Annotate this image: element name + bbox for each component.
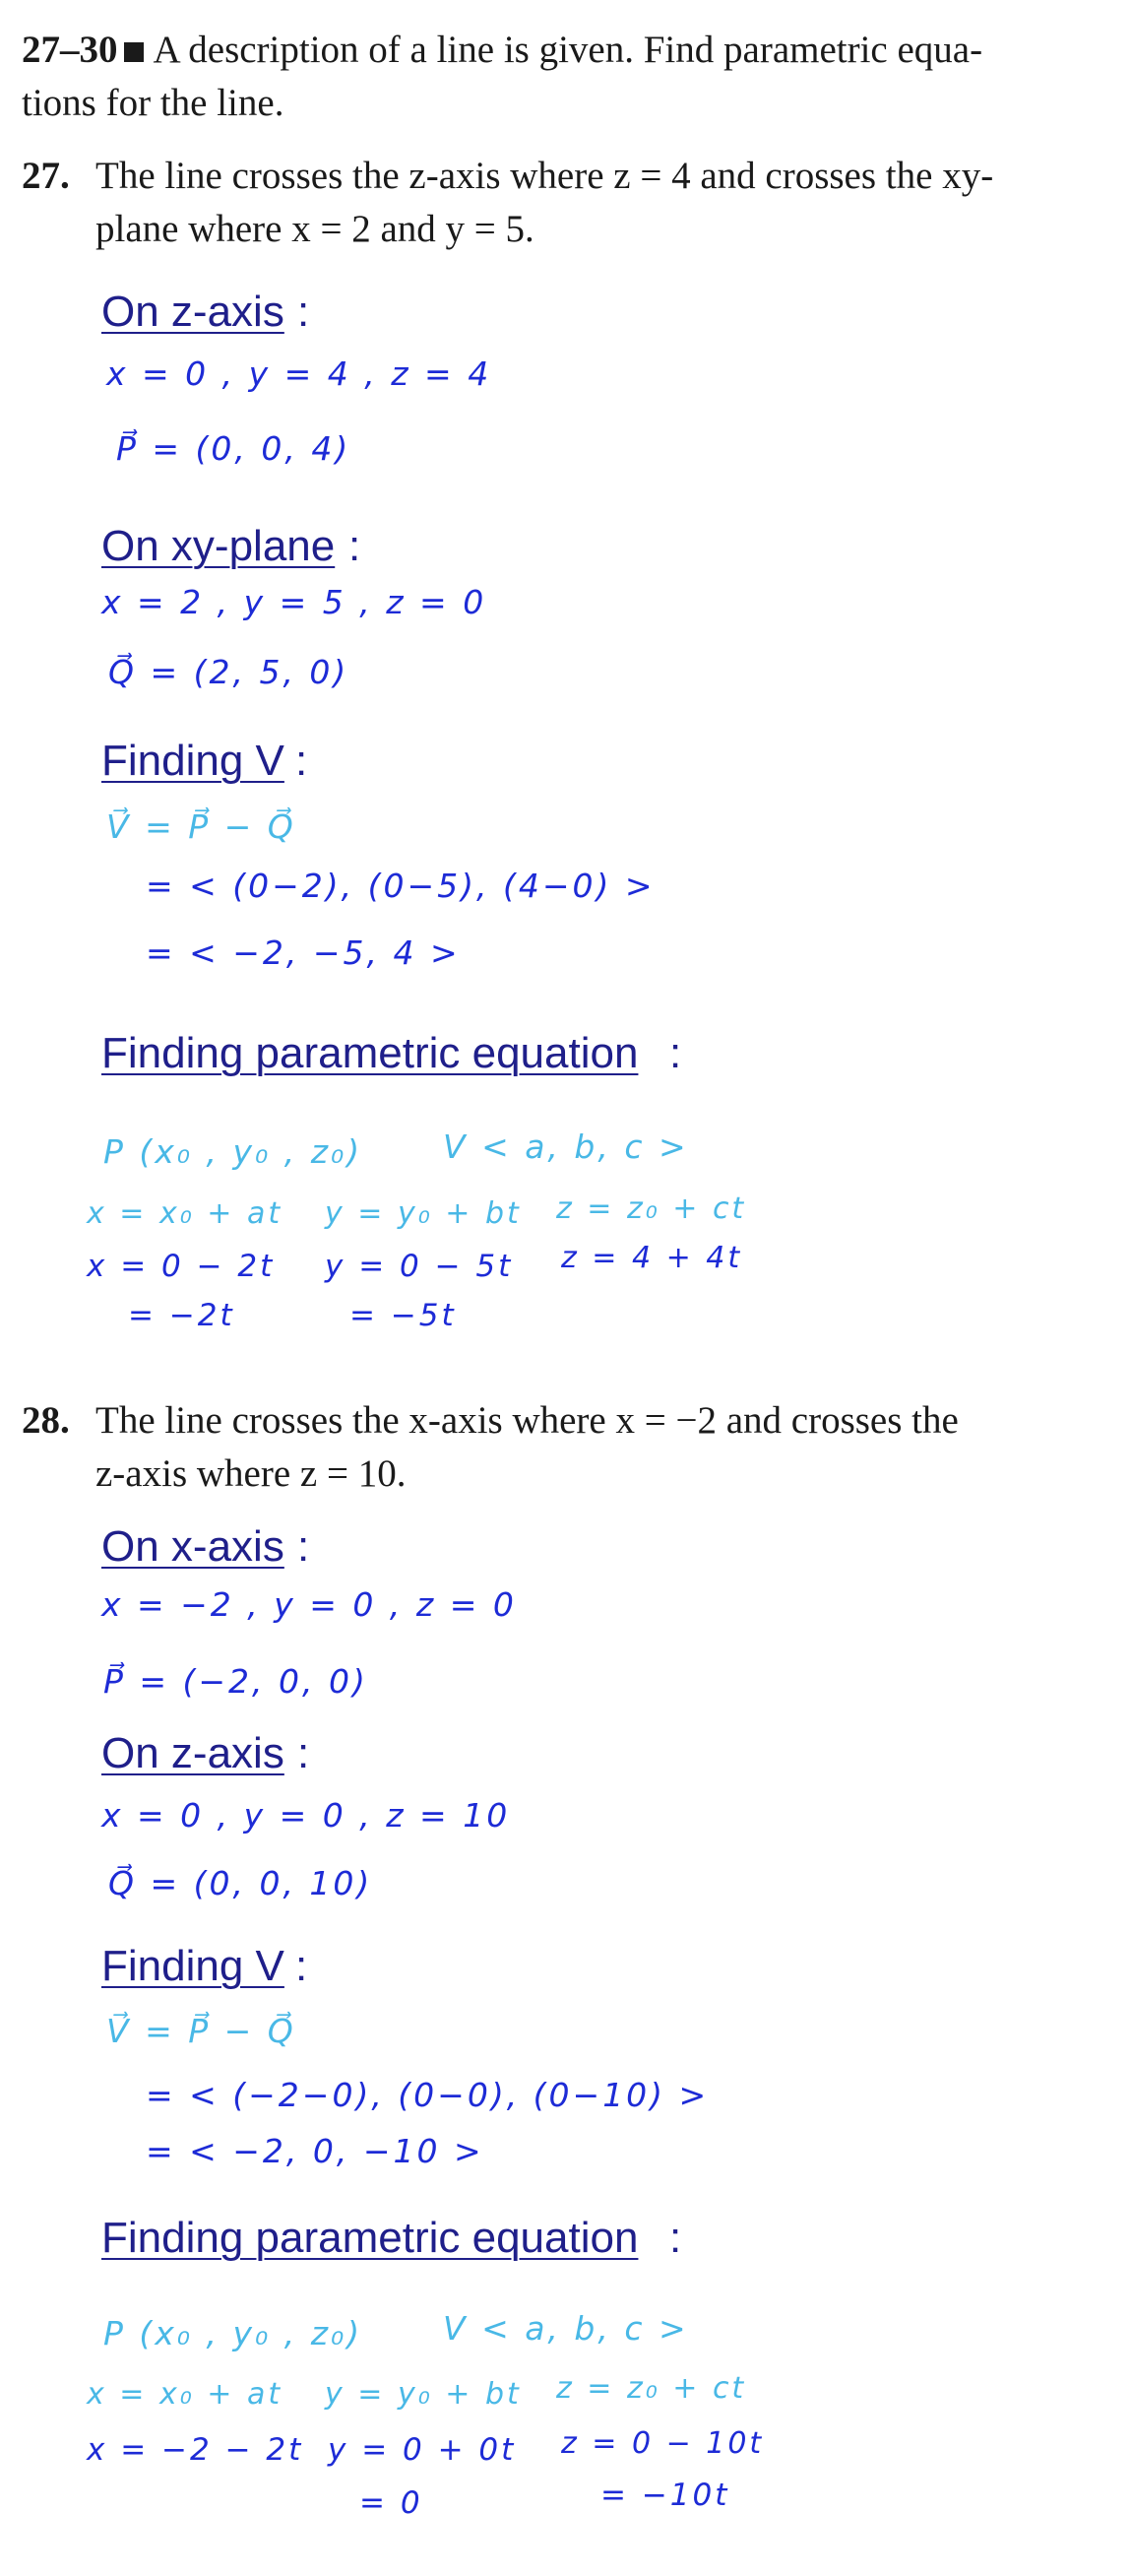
point-p: P⃗ = (0, 0, 4) (116, 429, 351, 468)
heading-colon: : (348, 522, 361, 570)
section-intro-line2: tions for the line. (22, 82, 284, 124)
point-p: P⃗ = (−2, 0, 0) (103, 1662, 368, 1701)
heading-colon: : (297, 1522, 310, 1571)
y-general-equation: y = y₀ + bt (325, 1196, 522, 1231)
problem-28-line2: z-axis where z = 10. (95, 1452, 407, 1495)
general-vector: V < a, b, c > (443, 1127, 689, 1166)
y-substituted: y = 0 + 0t (328, 2432, 517, 2468)
vector-v-step1: = < (0−2), (0−5), (4−0) > (146, 867, 656, 905)
vector-v-result: = < −2, 0, −10 > (146, 2132, 484, 2170)
problem-27-line1: The line crosses the z-axis where z = 4 and crosses the xy- (95, 155, 994, 197)
heading-on-z-axis: On z-axis (101, 288, 284, 336)
heading-on-xy-plane: On xy-plane (101, 522, 336, 570)
heading-colon: : (669, 2214, 682, 2262)
z-substituted: z = 0 − 10t (561, 2426, 765, 2461)
section-intro-text: A description of a line is given. Find parametric equa- (153, 29, 983, 71)
section-range: 27–30 (22, 29, 118, 71)
x-substituted: x = 0 − 2t (87, 1249, 276, 1284)
heading-on-x-axis: On x-axis (101, 1522, 284, 1571)
problem-28-line1: The line crosses the x-axis where x = −2 and crosses the (95, 1399, 959, 1442)
general-point: P (x₀ , y₀ , z₀) (103, 2314, 363, 2352)
problem-27-line2: plane where x = 2 and y = 5. (95, 208, 534, 250)
x-general-equation: x = x₀ + at (87, 1196, 283, 1231)
y-final: = 0 (359, 2485, 423, 2521)
x-substituted: x = −2 − 2t (87, 2432, 304, 2468)
heading-on-z-axis: On z-axis (101, 1729, 284, 1777)
vector-v-definition: V⃗ = P⃗ − Q⃗ (106, 807, 296, 846)
y-general-equation: y = y₀ + bt (325, 2377, 522, 2412)
vector-v-definition: V⃗ = P⃗ − Q⃗ (106, 2012, 296, 2050)
y-substituted: y = 0 − 5t (325, 1249, 514, 1284)
x-axis-coordinates: x = −2 , y = 0 , z = 0 (101, 1585, 517, 1624)
heading-finding-parametric-equation: Finding parametric equation (101, 1029, 639, 1077)
z-axis-coordinates: x = 0 , y = 0 , z = 10 (101, 1796, 511, 1835)
z-general-equation: z = z₀ + ct (556, 2371, 747, 2406)
z-axis-coordinates: x = 0 , y = 4 , z = 4 (106, 354, 492, 393)
heading-colon: : (297, 288, 310, 336)
general-point: P (x₀ , y₀ , z₀) (103, 1132, 363, 1171)
vector-v-step1: = < (−2−0), (0−0), (0−10) > (146, 2076, 710, 2114)
point-q: Q⃗ = (0, 0, 10) (108, 1864, 373, 1902)
point-q: Q⃗ = (2, 5, 0) (108, 653, 349, 691)
heading-colon: : (295, 737, 308, 785)
section-intro-line1 (22, 28, 982, 72)
square-bullet-icon (124, 42, 144, 62)
xy-plane-coordinates: x = 2 , y = 5 , z = 0 (101, 583, 487, 621)
x-final: = −2t (128, 1298, 235, 1333)
heading-finding-v: Finding V (101, 737, 284, 785)
z-general-equation: z = z₀ + ct (556, 1191, 747, 1226)
heading-colon: : (669, 1029, 682, 1077)
heading-colon: : (295, 1942, 308, 1990)
general-vector: V < a, b, c > (443, 2309, 689, 2348)
z-final: = −10t (600, 2478, 730, 2513)
vector-v-result: = < −2, −5, 4 > (146, 934, 461, 972)
problem-27-number: 27. (22, 155, 70, 197)
x-general-equation: x = x₀ + at (87, 2377, 283, 2412)
heading-finding-v: Finding V (101, 1942, 284, 1990)
heading-colon: : (297, 1729, 310, 1777)
problem-28-number: 28. (22, 1399, 70, 1442)
y-final: = −5t (349, 1298, 457, 1333)
z-substituted: z = 4 + 4t (561, 1241, 743, 1275)
heading-finding-parametric-equation: Finding parametric equation (101, 2214, 639, 2262)
